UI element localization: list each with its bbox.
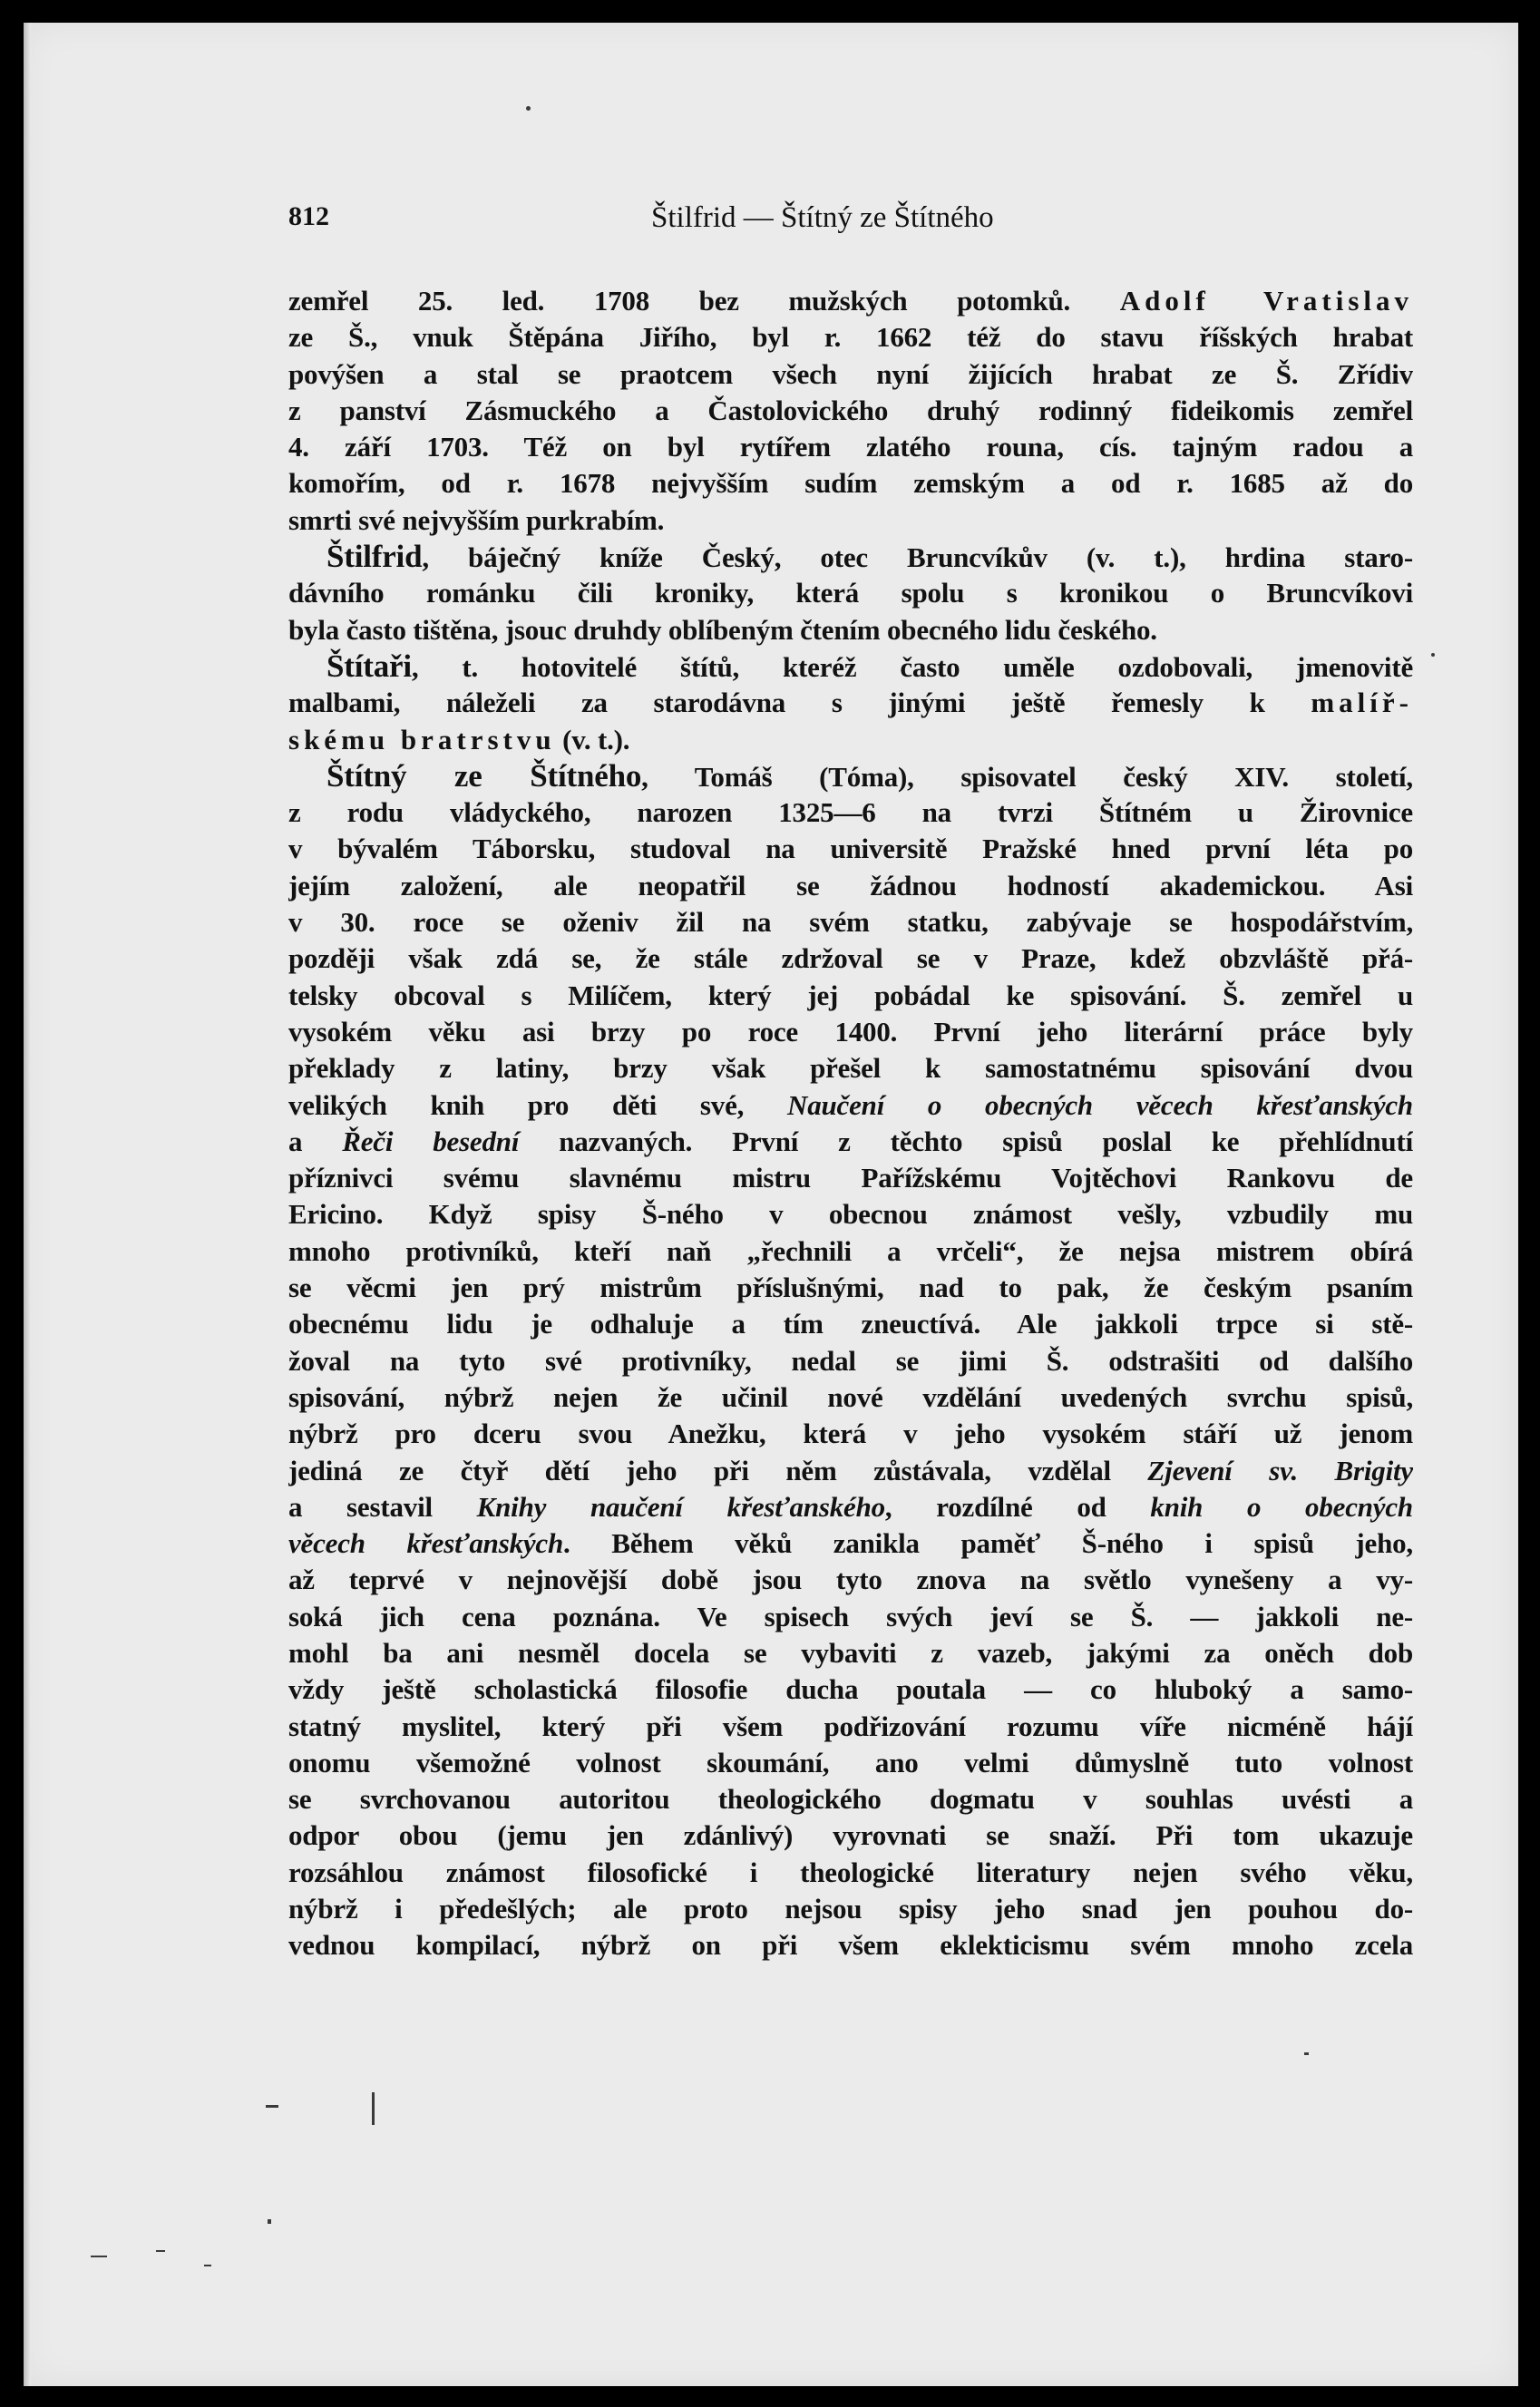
text-line xyxy=(288,1781,1413,1817)
text-run: nýbrž pro dceru svou Anežku, která v jeho vysokém stáří už jenom xyxy=(288,1418,1413,1450)
text-line xyxy=(288,356,1413,393)
text-line xyxy=(288,685,1413,721)
text-run: statný myslitel, který při všem podřizování rozumu víře nicméně hájí xyxy=(288,1710,1413,1742)
text-run: velikých knih pro děti své, xyxy=(288,1088,788,1121)
text-line xyxy=(288,1160,1413,1196)
text-run: onomu všemožné volnost skoumání, ano velmi důmyslně tuto volnost xyxy=(288,1746,1413,1778)
italic-title: Naučení o obecných věcech křesťanských xyxy=(787,1088,1413,1121)
text-run: soká jich cena poznána. Ve spisech svých jeví se Š. — jakkoli ne- xyxy=(288,1600,1413,1632)
text-run: a xyxy=(288,1125,343,1157)
text-line xyxy=(288,283,1413,319)
text-run: se věcmi jen prý mistrům příslušnými, nad to pak, že českým psaním xyxy=(288,1272,1413,1304)
entry-headword: Štítaři xyxy=(327,648,412,684)
spaced-term: Adolf Vratislav xyxy=(1119,285,1413,317)
text-run: vysokém věku asi brzy po roce 1400. První jeho literární práce byly xyxy=(288,1015,1413,1048)
text-line xyxy=(288,1891,1413,1927)
italic-title: Řeči besední xyxy=(342,1125,520,1157)
text-run: vednou kompilací, nýbrž on při všem eklekticismu svém mnoho zcela xyxy=(288,1929,1413,1962)
text-line xyxy=(288,1270,1413,1306)
text-line xyxy=(288,978,1413,1014)
page-header xyxy=(288,201,1411,241)
text-run: , rozdílné od xyxy=(884,1490,1151,1523)
text-run: a sestavil xyxy=(288,1490,477,1523)
encyclopedia-text xyxy=(288,283,1413,1964)
text-line xyxy=(288,1233,1413,1270)
text-run: 4. září 1703. Též on byl rytířem zlatého rouna, cís. tajným radou a xyxy=(288,431,1413,463)
text-line xyxy=(288,940,1413,977)
text-run: telsky obcoval s Milíčem, který jej pobádal ke spisování. Š. zemřel u xyxy=(288,979,1413,1011)
entry-headword: Štítný ze Štítného xyxy=(327,757,642,794)
text-line xyxy=(288,1817,1413,1854)
text-run: obecnému lidu je odhaluje a tím zneuctívá. Ale jakkoli trpce si stě- xyxy=(288,1308,1413,1340)
text-run: (v. t.). xyxy=(555,723,630,755)
text-run: vždy ještě scholastická filosofie ducha poutala — co hluboký a samo- xyxy=(288,1673,1413,1706)
text-line xyxy=(288,393,1413,429)
text-run: Ericino. Když spisy Š-ného v obecnou známost vešly, vzbudily mu xyxy=(288,1198,1413,1231)
text-run: byla často tištěna, jsouc druhdy oblíbeným čtením obecného lidu českého. xyxy=(288,613,1157,646)
text-line xyxy=(288,722,1413,758)
text-run: , báječný kníže Český, otec Bruncvíkův (v. t.), hrdina staro- xyxy=(422,541,1413,574)
text-run: , Tomáš (Tóma), spisovatel český XIV. století, xyxy=(641,760,1413,793)
text-line xyxy=(288,1453,1413,1489)
text-run: překlady z latiny, brzy však přešel k samostatnému spisování dvou xyxy=(288,1052,1413,1085)
text-run: nýbrž i předešlých; ale proto nejsou spisy jeho snad jen pouhou do- xyxy=(288,1893,1413,1925)
italic-title: věcech křesťanských xyxy=(288,1527,564,1560)
text-run: mohl ba ani nesměl docela se vybaviti z vazeb, jakými za oněch dob xyxy=(288,1636,1413,1669)
text-line xyxy=(288,758,1413,794)
text-line xyxy=(288,648,1413,685)
text-run: z rodu vládyckého, narozen 1325—6 na tvrzi Štítném u Žirovnice xyxy=(288,796,1413,829)
text-line xyxy=(288,1599,1413,1635)
text-line xyxy=(288,1635,1413,1671)
text-line xyxy=(288,1416,1413,1452)
text-line xyxy=(288,612,1413,648)
text-run: komořím, od r. 1678 nejvyšším sudím zemským a od r. 1685 až do xyxy=(288,467,1413,500)
text-line xyxy=(288,868,1413,904)
running-title: Štilfrid — Štítný ze Štítného xyxy=(651,201,994,234)
text-line xyxy=(288,794,1413,831)
text-line xyxy=(288,831,1413,867)
text-run: až teprvé v nejnovější době jsou tyto znova na světlo vynešeny a vy- xyxy=(288,1564,1413,1596)
text-line xyxy=(288,1087,1413,1124)
text-line xyxy=(288,1927,1413,1964)
text-run: odpor obou (jemu jen zdánlivý) vyrovnati se snaží. Při tom ukazuje xyxy=(288,1819,1413,1852)
text-run: povýšen a stal se praotcem všech nyní žijících hrabat ze Š. Zřídiv xyxy=(288,357,1413,390)
text-run: rozsáhlou známost filosofické i theologické literatury nejen svého věku, xyxy=(288,1856,1413,1888)
text-line xyxy=(288,1709,1413,1745)
text-line xyxy=(288,904,1413,940)
text-line xyxy=(288,465,1413,502)
text-line xyxy=(288,1196,1413,1233)
text-run: žoval na tyto své protivníky, nedal se jimi Š. odstrašiti od dalšího xyxy=(288,1344,1413,1377)
text-line xyxy=(288,1562,1413,1598)
text-run: , t. hotovitelé štítů, kteréž často uměle ozdobovali, jmenovitě xyxy=(411,650,1413,683)
text-run: v bývalém Táborsku, studoval na universitě Pražské hned první léta po xyxy=(288,833,1413,865)
text-run: jejím založení, ale neopatřil se žádnou hodností akademickou. Asi xyxy=(288,869,1413,901)
italic-title: Zjevení sv. Brigity xyxy=(1147,1454,1413,1486)
text-line xyxy=(288,1525,1413,1562)
text-run: mnoho protivníků, kteří naň „řechnili a vrčeli“, že nejsa mistrem obírá xyxy=(288,1234,1413,1267)
page-edge-shadow xyxy=(24,23,31,2386)
text-run: spisování, nýbrž nejen že učinil nové vzdělání uvedených svrchu spisů, xyxy=(288,1380,1413,1413)
text-run: smrti své nejvyšším purkrabím. xyxy=(288,503,665,536)
text-line xyxy=(288,1124,1413,1160)
text-line xyxy=(288,1379,1413,1416)
text-line xyxy=(288,1489,1413,1525)
italic-title: knih o obecných xyxy=(1150,1490,1413,1523)
text-line xyxy=(288,575,1413,611)
text-run: zemřel 25. led. 1708 bez mužských potomků. xyxy=(288,285,1120,317)
spaced-term: malíř- xyxy=(1311,687,1413,719)
text-run: se svrchovanou autoritou theologického dogmatu v souhlas uvésti a xyxy=(288,1783,1413,1816)
entry-headword: Štilfrid xyxy=(327,539,423,575)
text-run: nazvaných. První z těchto spisů poslal ke přehlídnutí xyxy=(519,1125,1413,1157)
text-run: ze Š., vnuk Štěpána Jiřího, byl r. 1662 též do stavu říšských hrabat xyxy=(288,321,1413,354)
text-line xyxy=(288,502,1413,539)
text-line xyxy=(288,1050,1413,1087)
text-line xyxy=(288,429,1413,465)
text-run: později však zdá se, že stále zdržoval se v Praze, kdež obzvláště přá- xyxy=(288,942,1413,975)
text-line xyxy=(288,1855,1413,1891)
text-run: . Během věků zanikla paměť Š-ného i spisů jeho, xyxy=(563,1527,1413,1560)
text-run: z panství Zásmuckého a Častolovického druhý rodinný fideikomis zemřel xyxy=(288,394,1413,426)
text-run: dávního románku čili kroniky, která spolu s kronikou o Bruncvíkovi xyxy=(288,577,1413,609)
italic-title: Knihy naučení křesťanského xyxy=(476,1490,885,1523)
text-line xyxy=(288,1671,1413,1708)
text-line xyxy=(288,1745,1413,1781)
text-run: v 30. roce se oženiv žil na svém statku, zabývaje se hospodářstvím, xyxy=(288,906,1413,939)
text-run: jediná ze čtyř dětí jeho při něm zůstávala, vzdělal xyxy=(288,1454,1148,1486)
text-run: příznivci svému slavnému mistru Pařížskému Vojtěchovi Rankovu de xyxy=(288,1162,1413,1194)
text-line xyxy=(288,1343,1413,1379)
spaced-term: skému bratrstvu xyxy=(288,723,556,755)
page-number: 812 xyxy=(288,201,329,231)
text-line xyxy=(288,1014,1413,1050)
text-line xyxy=(288,539,1413,575)
text-line xyxy=(288,1306,1413,1342)
text-run: malbami, náleželi za starodávna s jinými ještě řemesly k xyxy=(288,687,1311,719)
text-line xyxy=(288,319,1413,356)
